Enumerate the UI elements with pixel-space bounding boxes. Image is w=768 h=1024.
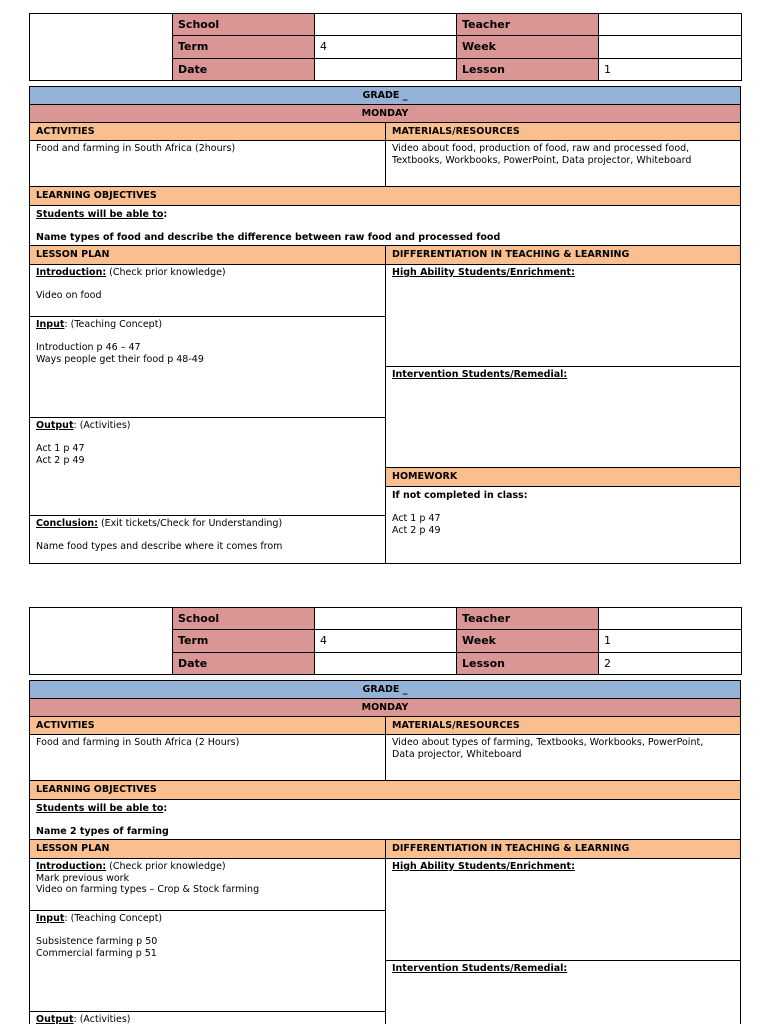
logo-cell	[30, 608, 173, 675]
header-table-2	[29, 607, 742, 675]
students-colon: :	[163, 209, 168, 220]
activities-header: ACTIVITIES	[30, 717, 386, 735]
homework-content	[386, 487, 740, 563]
intervention-label: Intervention Students/Remedial:	[392, 963, 568, 974]
teacher-label: Teacher	[457, 14, 599, 36]
objectives-header: LEARNING OBJECTIVES	[30, 781, 740, 800]
input-label: Input	[36, 319, 65, 330]
materials-line: Video about types of farming, Textbooks, Workbooks, PowerPoint,	[392, 737, 704, 748]
output-line: Act 2 p 49	[36, 454, 85, 466]
lesson-plan-header: LESSON PLAN	[30, 246, 386, 265]
introduction-line: Mark previous work	[36, 872, 130, 884]
introduction-label: Introduction:	[36, 861, 107, 872]
output-section	[30, 418, 386, 516]
lesson-label: Lesson	[457, 58, 599, 80]
homework-line: Act 2 p 49	[392, 524, 441, 536]
homework-note: If not completed in class:	[392, 490, 528, 501]
term-label: Term	[173, 36, 315, 58]
header-table-1	[29, 13, 742, 81]
high-ability-label: High Ability Students/Enrichment:	[392, 861, 575, 872]
output-label: Output	[36, 420, 74, 431]
materials-content	[386, 735, 740, 781]
materials-line: Video about food, production of food, raw and processed food,	[392, 143, 690, 154]
activities-content	[30, 735, 386, 781]
school-value	[315, 14, 457, 36]
grade-bar: GRADE _	[30, 681, 740, 699]
intervention-label: Intervention Students/Remedial:	[392, 369, 568, 380]
objective-text: Name types of food and describe the difference between raw food and processed food	[36, 232, 501, 243]
input-label: Input	[36, 913, 65, 924]
conclusion-note: (Exit tickets/Check for Understanding)	[97, 518, 283, 529]
output-line: Act 1 p 47	[36, 443, 85, 454]
homework-line: Act 1 p 47	[392, 513, 441, 524]
materials-header: MATERIALS/RESOURCES	[386, 123, 740, 141]
materials-line: Data projector, Whiteboard	[392, 748, 522, 760]
day-bar: MONDAY	[30, 699, 740, 717]
introduction-line: Video on food	[36, 290, 102, 301]
week-value	[599, 36, 742, 58]
output-note: : (Activities)	[73, 1014, 131, 1024]
output-label: Output	[36, 1014, 74, 1024]
output-section	[30, 1012, 386, 1024]
high-ability-section	[386, 859, 740, 961]
teacher-label: Teacher	[457, 608, 599, 630]
introduction-line	[36, 279, 379, 291]
week-label: Week	[457, 36, 599, 58]
introduction-section	[30, 859, 386, 911]
term-value: 4	[315, 630, 457, 652]
input-line: Subsistence farming p 50	[36, 936, 158, 947]
objectives-content	[30, 800, 740, 840]
lesson-plan-1	[29, 86, 741, 564]
high-ability-label: High Ability Students/Enrichment:	[392, 267, 575, 278]
lesson-value: 2	[599, 652, 742, 674]
lesson-plan-header: LESSON PLAN	[30, 840, 386, 859]
objectives-header: LEARNING OBJECTIVES	[30, 187, 740, 206]
materials-header: MATERIALS/RESOURCES	[386, 717, 740, 735]
lesson-value: 1	[599, 58, 742, 80]
homework-header: HOMEWORK	[386, 468, 740, 487]
grade-bar: GRADE _	[30, 87, 740, 105]
date-value	[315, 652, 457, 674]
introduction-note: (Check prior knowledge)	[106, 267, 226, 278]
objective-text: Name 2 types of farming	[36, 826, 169, 837]
homework-line	[392, 502, 734, 514]
intervention-section	[386, 367, 740, 468]
introduction-section	[30, 265, 386, 317]
intervention-section	[386, 961, 740, 1024]
output-note: : (Activities)	[73, 420, 131, 431]
introduction-label: Introduction:	[36, 267, 107, 278]
input-note: : (Teaching Concept)	[64, 319, 163, 330]
school-label: School	[173, 14, 315, 36]
lesson-label: Lesson	[457, 652, 599, 674]
materials-line: Textbooks, Workbooks, PowerPoint, Data projector, Whiteboard	[392, 154, 692, 166]
day-bar: MONDAY	[30, 105, 740, 123]
objectives-content	[30, 206, 740, 246]
term-label: Term	[173, 630, 315, 652]
students-label: Students will be able to	[36, 803, 164, 814]
input-line: Ways people get their food p 48-49	[36, 353, 204, 365]
school-label: School	[173, 608, 315, 630]
date-value	[315, 58, 457, 80]
conclusion-line: Name food types and describe where it comes from	[36, 541, 283, 552]
teacher-value	[599, 14, 742, 36]
conclusion-label: Conclusion:	[36, 518, 98, 529]
activities-text: Food and farming in South Africa (2hours)	[36, 143, 236, 154]
output-line	[36, 432, 379, 444]
differentiation-header: DIFFERENTIATION IN TEACHING & LEARNING	[386, 840, 740, 859]
logo-cell	[30, 14, 173, 81]
students-label: Students will be able to	[36, 209, 164, 220]
activities-content	[30, 141, 386, 187]
date-label: Date	[173, 652, 315, 674]
week-label: Week	[457, 630, 599, 652]
conclusion-line	[36, 530, 379, 542]
term-value: 4	[315, 36, 457, 58]
week-value: 1	[599, 630, 742, 652]
input-section	[30, 911, 386, 1012]
high-ability-section	[386, 265, 740, 367]
input-line: Commercial farming p 51	[36, 947, 157, 959]
input-line: Introduction p 46 – 47	[36, 342, 141, 353]
activities-text: Food and farming in South Africa (2 Hours)	[36, 737, 240, 748]
materials-content	[386, 141, 740, 187]
input-section	[30, 317, 386, 418]
students-colon: :	[163, 803, 168, 814]
lesson-plan-2	[29, 680, 741, 1024]
introduction-line: Video on farming types – Crop & Stock farming	[36, 884, 260, 895]
school-value	[315, 608, 457, 630]
date-label: Date	[173, 58, 315, 80]
conclusion-section	[30, 516, 386, 563]
introduction-note: (Check prior knowledge)	[106, 861, 226, 872]
activities-header: ACTIVITIES	[30, 123, 386, 141]
teacher-value	[599, 608, 742, 630]
input-note: : (Teaching Concept)	[64, 913, 163, 924]
input-line	[36, 331, 379, 343]
input-line	[36, 925, 379, 937]
differentiation-header: DIFFERENTIATION IN TEACHING & LEARNING	[386, 246, 740, 265]
